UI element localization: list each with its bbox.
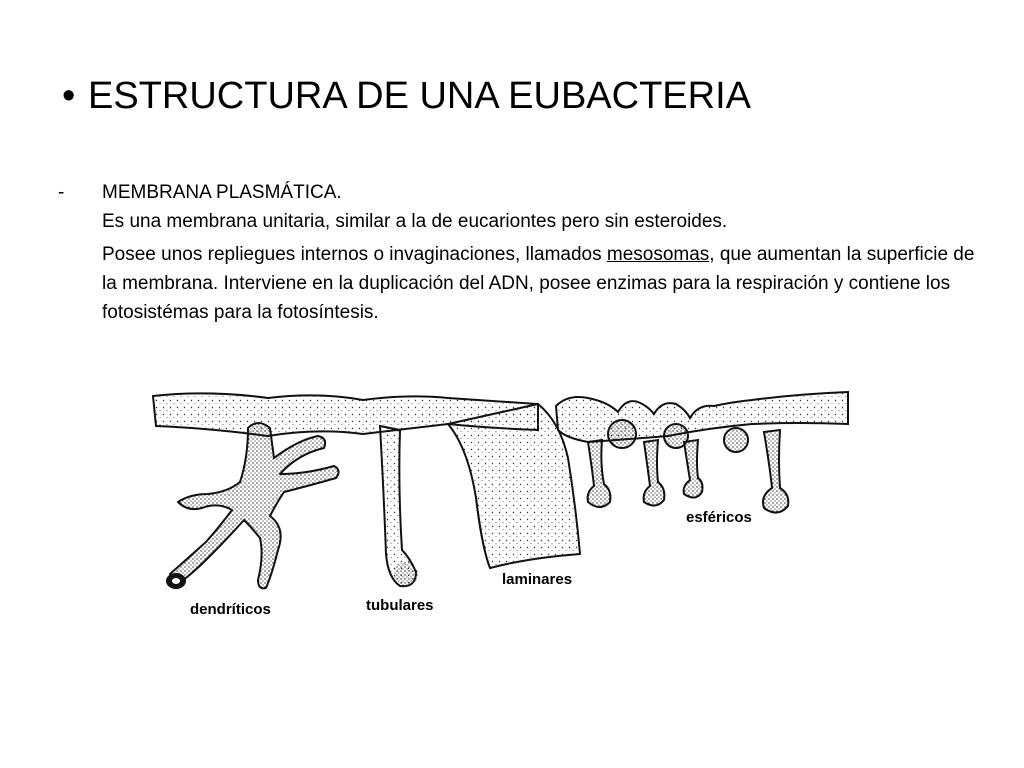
slide-title — [62, 72, 751, 120]
membrane-band-right — [556, 392, 848, 442]
section-dash: - — [58, 182, 65, 203]
mesosomas-term: mesosomas, — [606, 244, 715, 265]
mesosome-drawing — [148, 378, 858, 628]
dendritic-mesosome — [167, 423, 339, 588]
tubular-mesosome — [380, 426, 418, 586]
membrane-section — [58, 178, 978, 331]
title-bullet: • — [62, 75, 76, 117]
paragraph-mesosomes-start: Posee unos repliegues internos o invaginaciones, llamados — [102, 244, 607, 265]
spherical-mesosomes — [588, 420, 789, 513]
label-tubulares: tubulares — [366, 597, 434, 614]
paragraph-mesosomes — [102, 240, 978, 327]
label-esfericos: esféricos — [686, 509, 752, 526]
label-laminares: laminares — [502, 571, 573, 588]
section-heading: MEMBRANA PLASMÁTICA. — [102, 182, 342, 203]
label-dendriticos: dendríticos — [190, 601, 271, 618]
title-text: ESTRUCTURA DE UNA EUBACTERIA — [88, 75, 751, 117]
paragraph-unit-membrane: Es una membrana unitaria, similar a la de eucariontes pero sin esteroides. — [102, 211, 728, 232]
paragraph-mesosomes-end: que aumentan la superficie de la membrana. Interviene en la duplicación del ADN, posee enzimas para la respiración y contiene los fotosistémas para la fotosíntesis. — [102, 244, 975, 323]
mesosome-illustration — [148, 378, 858, 628]
